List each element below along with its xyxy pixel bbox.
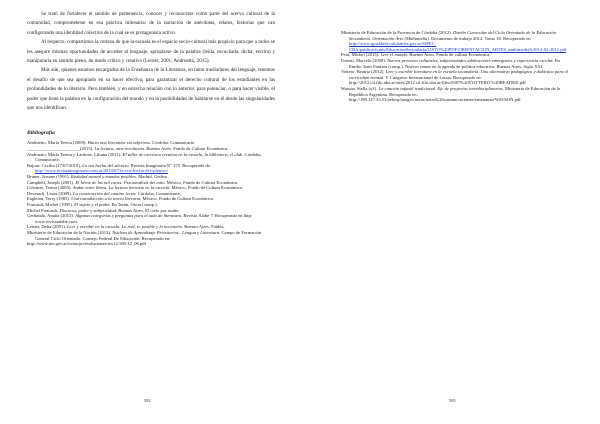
reference-author: http://www.me.gov.ar/consejo/resoluciones/res12/180-12_06.pdf: [27, 241, 147, 247]
reference-entry: [341, 69, 571, 86]
reference-details: V Congreso Internacional de Letras. Recuperado en: http://2012.cil.filo.uba.ar/sites/2012.cil.filo.uba.ar/files/0387%20VOTTERO,%20BEATRIZ.pdf: [349, 74, 526, 86]
body-paragraph-2: Al respecto, compartimos la certeza de que la escuela es el espacio socio-cultural más propicio para que a todos se les asegure mismas oportunidades de acceder al lenguaje, apropiarse de la palabra (leída, escuchada, dicha, escrita) y manipularla en sentido pleno, de modo crítico y creativo (Lerner, 2001; Andruetto, 2015).: [27, 39, 275, 65]
reference-details: En Emilio Tenti Fanfani (comp.). Nuevos temas en la agenda de política educativa. Buenos Aires, Siglo XXI.: [349, 57, 560, 69]
reference-title: La voz hecha del silencio.: [82, 162, 130, 168]
reference-details: México, Fondo de Cultura Económica.: [170, 185, 243, 191]
reference-entry: [27, 241, 275, 247]
reference-details: Madrid, Gedisa.: [137, 174, 168, 180]
reference-details: Documento de trabajo 2012. Tomo 18. Recuperado en: [429, 35, 531, 41]
reference-title: Una introducción a la teoría literaria.: [71, 196, 142, 202]
reference-details: Buenos Aires, Fondo de Cultura Económica.: [145, 146, 229, 152]
reference-details: Buenos Aires, El cielo por asalto.: [117, 207, 180, 213]
reference-details: Revista Imaginaria N° 275. Recuperado de:: [129, 162, 211, 168]
reference-details: Buenos Aires, Paidós.: [183, 224, 225, 230]
reference-author: Ministerio de Educación de la Provincia de Córdoba (2012).: [341, 30, 454, 35]
reference-entry: [341, 30, 571, 52]
reference-entry: [27, 163, 275, 174]
reference-entry: [27, 152, 275, 163]
bibliography-list-left: [27, 140, 275, 246]
reference-title: Hacia una literatura sin adjetivos.: [87, 140, 151, 146]
reference-details: Córdoba, Comunicarte.: [136, 190, 181, 196]
reference-author: Ministerio de Educación de la Nación (2012).: [27, 229, 113, 235]
body-paragraph-3: Más aún, quienes estamos encargados de la Enseñanza de la Literatura, en tanto mediadores del lenguaje, tenemos el desafío de que sea apropiado en su hacer efectiva, para garantizar el derecho cultural de los estudiantes en las profundidades de lo literario. Pero también, y en estrecha relación con lo anterior, para potenciar, o para hacer visible, el poder que tiene la palabra en la configuración del mundo y en la posibilidades de habitarse en él desde las singularidades que nos identifican.: [27, 67, 275, 112]
reference-author: Andruetto, María Teresa (2009).: [27, 140, 88, 146]
reference-author: Eagleton, Terry (1983).: [27, 196, 72, 202]
reference-details: Córdoba, Comunicarte.: [35, 151, 262, 163]
reference-entry: [27, 213, 275, 224]
reference-title: Diseño Curricular del Ciclo Orientado de la Educación Secundaria. Orientación Arte (Multimedia).: [349, 30, 556, 41]
reference-author: Bruner, Jerome (1991).: [27, 174, 71, 180]
reference-details: Campo de Formación General Ciclo Orientado. Consejo Federal De Educación. Recuperado en:: [35, 229, 262, 241]
reference-author: Petit, Michel (2015).: [341, 52, 381, 58]
reference-details: México, Fondo de Cultura Económica.: [141, 196, 214, 202]
reference-author: Devetach, Laura (2009).: [27, 190, 74, 196]
reference-title: Realidad mental y mundos posibles.: [70, 174, 138, 180]
reference-author: Gerbaudo, Analía (2013).: [27, 213, 76, 219]
page-number-right: 583: [449, 398, 456, 403]
reference-details: En Terán, Oscar (comp.).: [110, 202, 158, 207]
reference-title: Leer el mundo.: [380, 52, 409, 58]
reference-author: Andruetto, María Teresa y Lardone, Liliana (2011).: [27, 151, 123, 157]
reference-title: Núcleos de Aprendizaje Prioritarios– Lengua y Literatura.: [112, 229, 221, 235]
reference-title: La canción infantil tradicional. Eje de proyectos interdisciplinarios.: [378, 85, 504, 91]
reference-author: _______________________(2015).: [27, 146, 95, 152]
reference-author: Campbell, Joseph (2001).: [27, 179, 76, 185]
page-number-left: 582: [144, 398, 151, 403]
reference-link[interactable]: http://www.igualdadycalidadcba.gov.ar/SIPEC-CBA/publicaciones/EducacionSecundaria/LISTO%20PDF/ORIENTACION_ARTES_multimedia%2012-02-2012.pdf: [349, 41, 567, 52]
reference-entry: [341, 86, 571, 103]
reference-details: Ministerio de Educación de la República Argentina. Recuperado en: http://190.147.33.53/aelorp/images/notas/notas%20comunicaciones/ensenanza/WATSON.pdf: [349, 85, 561, 103]
reference-title: El héroe de las mil caras: Psicoanálisis del mito.: [75, 179, 166, 185]
reference-entry: [341, 58, 571, 69]
reference-author: Urresti, Marcelo (2008).: [341, 57, 388, 63]
reference-title: La lectura, otra revolución.: [94, 146, 146, 152]
reference-title: Nuevos procesos culturales, subjetividades adolescentes emergentes y experiencia escolar.: [387, 57, 554, 63]
right-column: [341, 30, 571, 103]
reference-title: Leer y escribir en la escuela. Lo real, lo posible y lo necesario.: [67, 224, 184, 230]
reference-details: México, Fondo de Cultura Económica.: [165, 179, 239, 185]
reference-title: Andar entre libros. La lectura literaria en la escuela.: [72, 185, 171, 191]
reference-author: Watson, Stella (s/f).: [341, 85, 379, 91]
body-paragraph-1: Se trató de fortalecer el sentido de pertenencia, conocer y reconocerse como parte del acervo cultural de la comunidad, comprometerse en esa práctica milenaria: de la narración de anécdotas, relatos, historias que van configurando una identidad colectiva de la cual se es protagonista activo.: [27, 11, 275, 36]
reference-author: Bajour, Cecilia (27/07/2010).: [27, 162, 83, 168]
reference-author: Foucault, Michel (1995).: [27, 202, 75, 207]
reference-author: Colomer, Teresa (2005).: [27, 185, 73, 191]
reference-link[interactable]: http://www.revistaimaginaria.com.ar/2010/07/la-voz-hecha-del-silencio/: [35, 168, 169, 174]
reference-author: Lerner, Delia (2001).: [27, 224, 67, 230]
reference-title: El sujeto y el poder.: [74, 202, 111, 207]
reference-title: Algunas categorías y preguntas para el aula de literatura.: [75, 213, 183, 219]
reference-title: El taller de escritura creativa en la escuela, la biblioteca, el club.: [122, 151, 244, 157]
reference-title: Discurso, poder y subjetividad.: [59, 207, 118, 213]
bibliography-list-right: [341, 30, 571, 103]
reference-details: Buenos Aires, Fondo de cultura Económica.: [408, 52, 491, 58]
bibliography-heading: Bibliografía: [27, 130, 55, 137]
reference-author: Michel Foucault.: [27, 207, 60, 213]
reference-details: Revista Álabe 7. Recuperado en http: www.revistaalabe.com.: [35, 213, 253, 224]
right-page: [300, 0, 600, 424]
reference-details: Córdoba, Comunicarte.: [151, 140, 196, 146]
reference-entry: [27, 230, 275, 241]
reference-author: Vottero, Beatriz (2012).: [341, 69, 386, 75]
reference-title: La construcción del camino lector.: [73, 190, 137, 196]
reference-title: Leer y escribir literatura en la escuela secundaria. Una alternativa pedagógica y didáctica para el curriculum trenzal.: [349, 69, 569, 80]
left-column: [27, 10, 275, 247]
